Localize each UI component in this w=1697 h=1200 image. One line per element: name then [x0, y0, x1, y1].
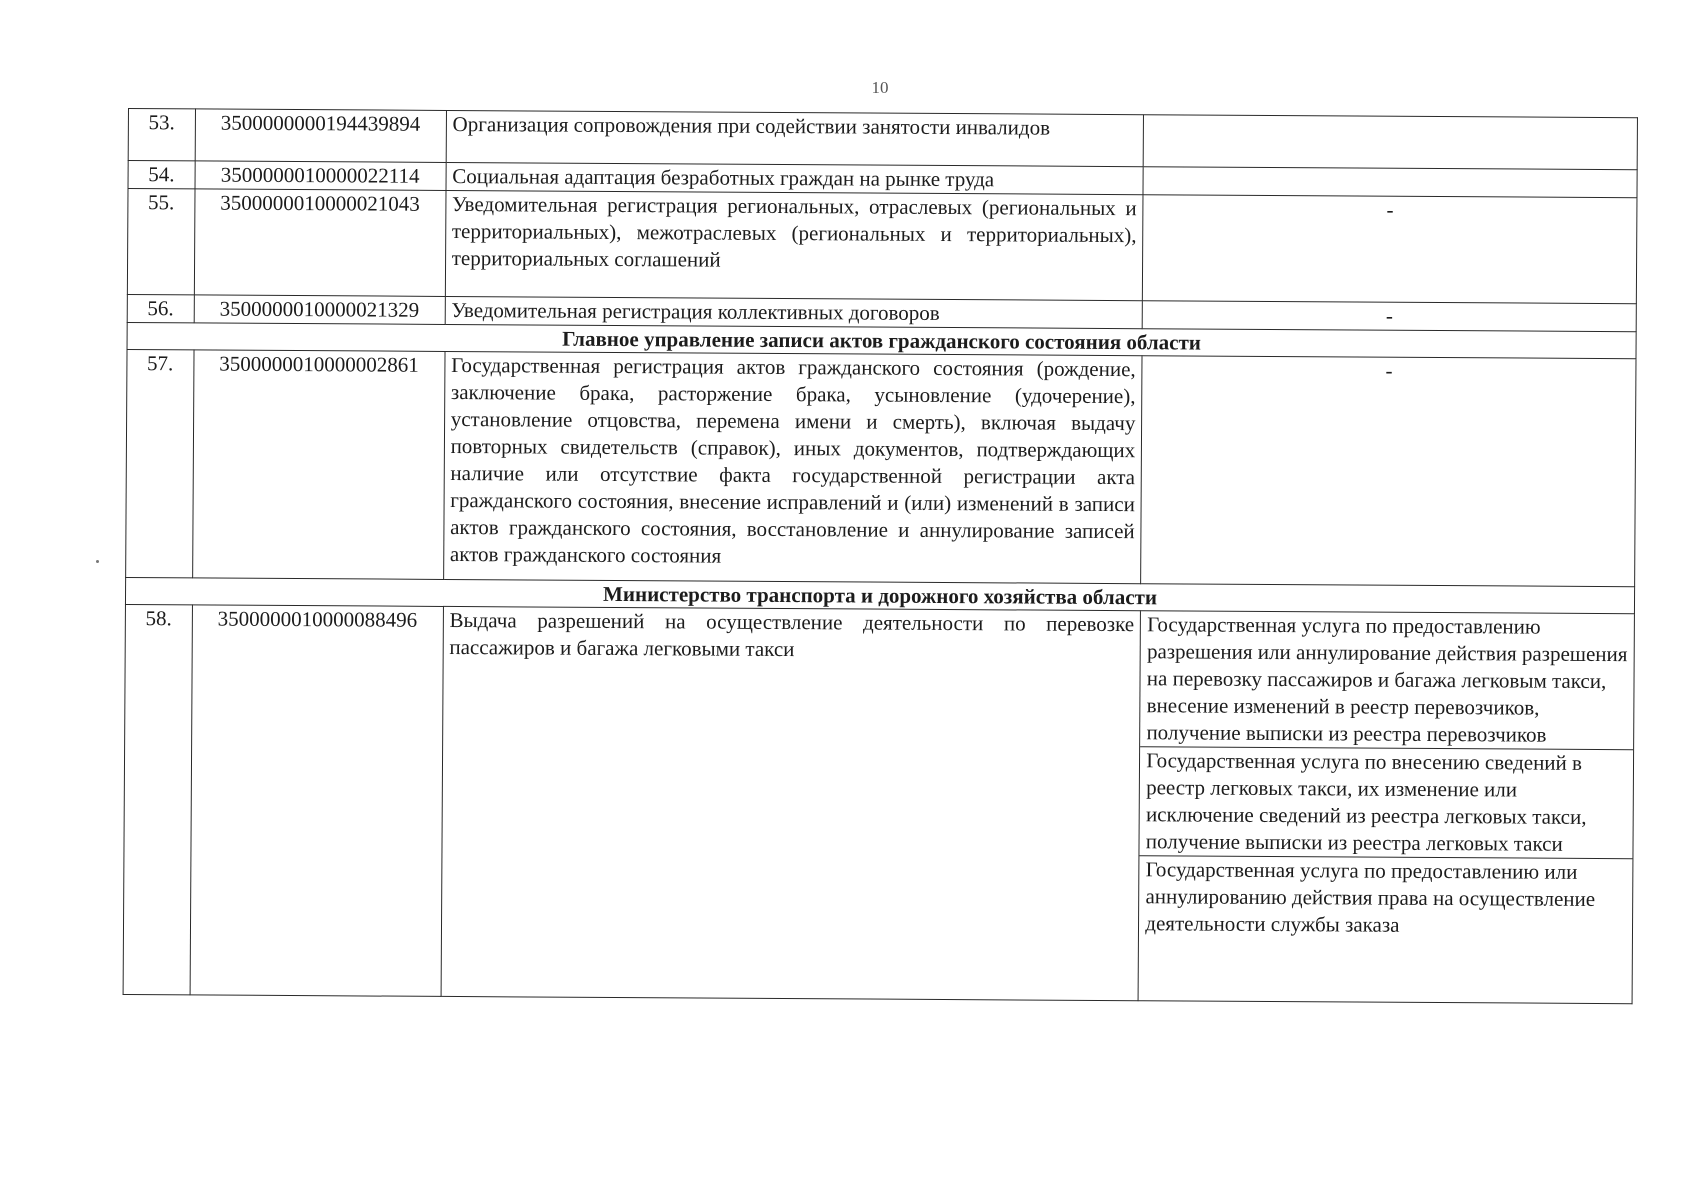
related-service	[1143, 115, 1637, 170]
page-number: 10	[871, 78, 889, 97]
related-services-cell	[1138, 611, 1634, 1004]
service-name: Государственная регистрация актов гражданского состояния (рождение, заключение брака, расторжение брака, усыновление (удочерение), установление отцовства, перемена имени и смерть), включая выдачу повторных свидетельств (справок), иных документов, подтверждающих наличие или отсутствие факта государственной регистрации акта гражданского состояния, внесение исправлений и (или) изменений в записи актов гражданского состояния, восстановление и аннулирование записей актов гражданского состояния	[443, 351, 1142, 583]
service-code: 3500000010000021329	[194, 295, 445, 325]
related-service-item: Государственная услуга по внесению сведений в реестр легковых такси, их изменение или исключение сведений из реестра легковых такси, получение выписки из реестра легковых такси	[1140, 746, 1633, 858]
scan-speck	[96, 560, 99, 563]
service-code: 3500000010000021043	[194, 189, 446, 297]
row-number: 58.	[123, 604, 192, 994]
row-number: 56.	[127, 294, 194, 322]
related-service-item: Государственная услуга по предоставлению разрешения или аннулирование действия разрешения на перевозку пассажиров и багажа легковым такси, внесение изменений в реестр перевозчиков, получение выписки из реестра перевозчиков	[1146, 612, 1628, 747]
service-name: Уведомительная регистрация коллективных договоров	[445, 296, 1143, 328]
row-number: 54.	[128, 161, 195, 189]
section-title: Министерство транспорта и дорожного хозяйства области	[125, 577, 1634, 613]
related-service-item: Государственная услуга по предоставлению или аннулированию действия права на осуществление деятельности службы заказа	[1139, 855, 1632, 940]
table-row	[127, 189, 1637, 304]
row-number: 55.	[127, 189, 194, 295]
service-code: 3500000010000088496	[190, 605, 444, 997]
related-service	[1143, 167, 1637, 198]
services-table	[123, 108, 1638, 1004]
service-name: Уведомительная регистрация региональных, отраслевых (региональных и территориальных), межотраслевых (региональных и территориальных), территориальных соглашений	[445, 190, 1143, 300]
service-code: 3500000010000022114	[195, 161, 446, 191]
row-number: 57.	[126, 349, 194, 577]
table-row	[123, 604, 1634, 1003]
related-service: -	[1142, 301, 1636, 332]
service-name: Выдача разрешений на осуществление деятельности по перевозке пассажиров и багажа легковыми такси	[441, 606, 1141, 1000]
table-row	[126, 349, 1636, 586]
service-name: Организация сопровождения при содействии занятости инвалидов	[446, 110, 1144, 166]
section-title: Главное управление записи актов гражданского состояния области	[127, 322, 1636, 358]
service-name: Социальная адаптация безработных граждан на рынке труда	[446, 162, 1144, 194]
table-row	[128, 109, 1637, 170]
service-code: 3500000010000002861	[192, 350, 445, 580]
row-number: 53.	[128, 109, 195, 161]
related-service: -	[1143, 195, 1637, 304]
service-code: 3500000000194439894	[195, 109, 446, 163]
related-service: -	[1141, 356, 1636, 587]
